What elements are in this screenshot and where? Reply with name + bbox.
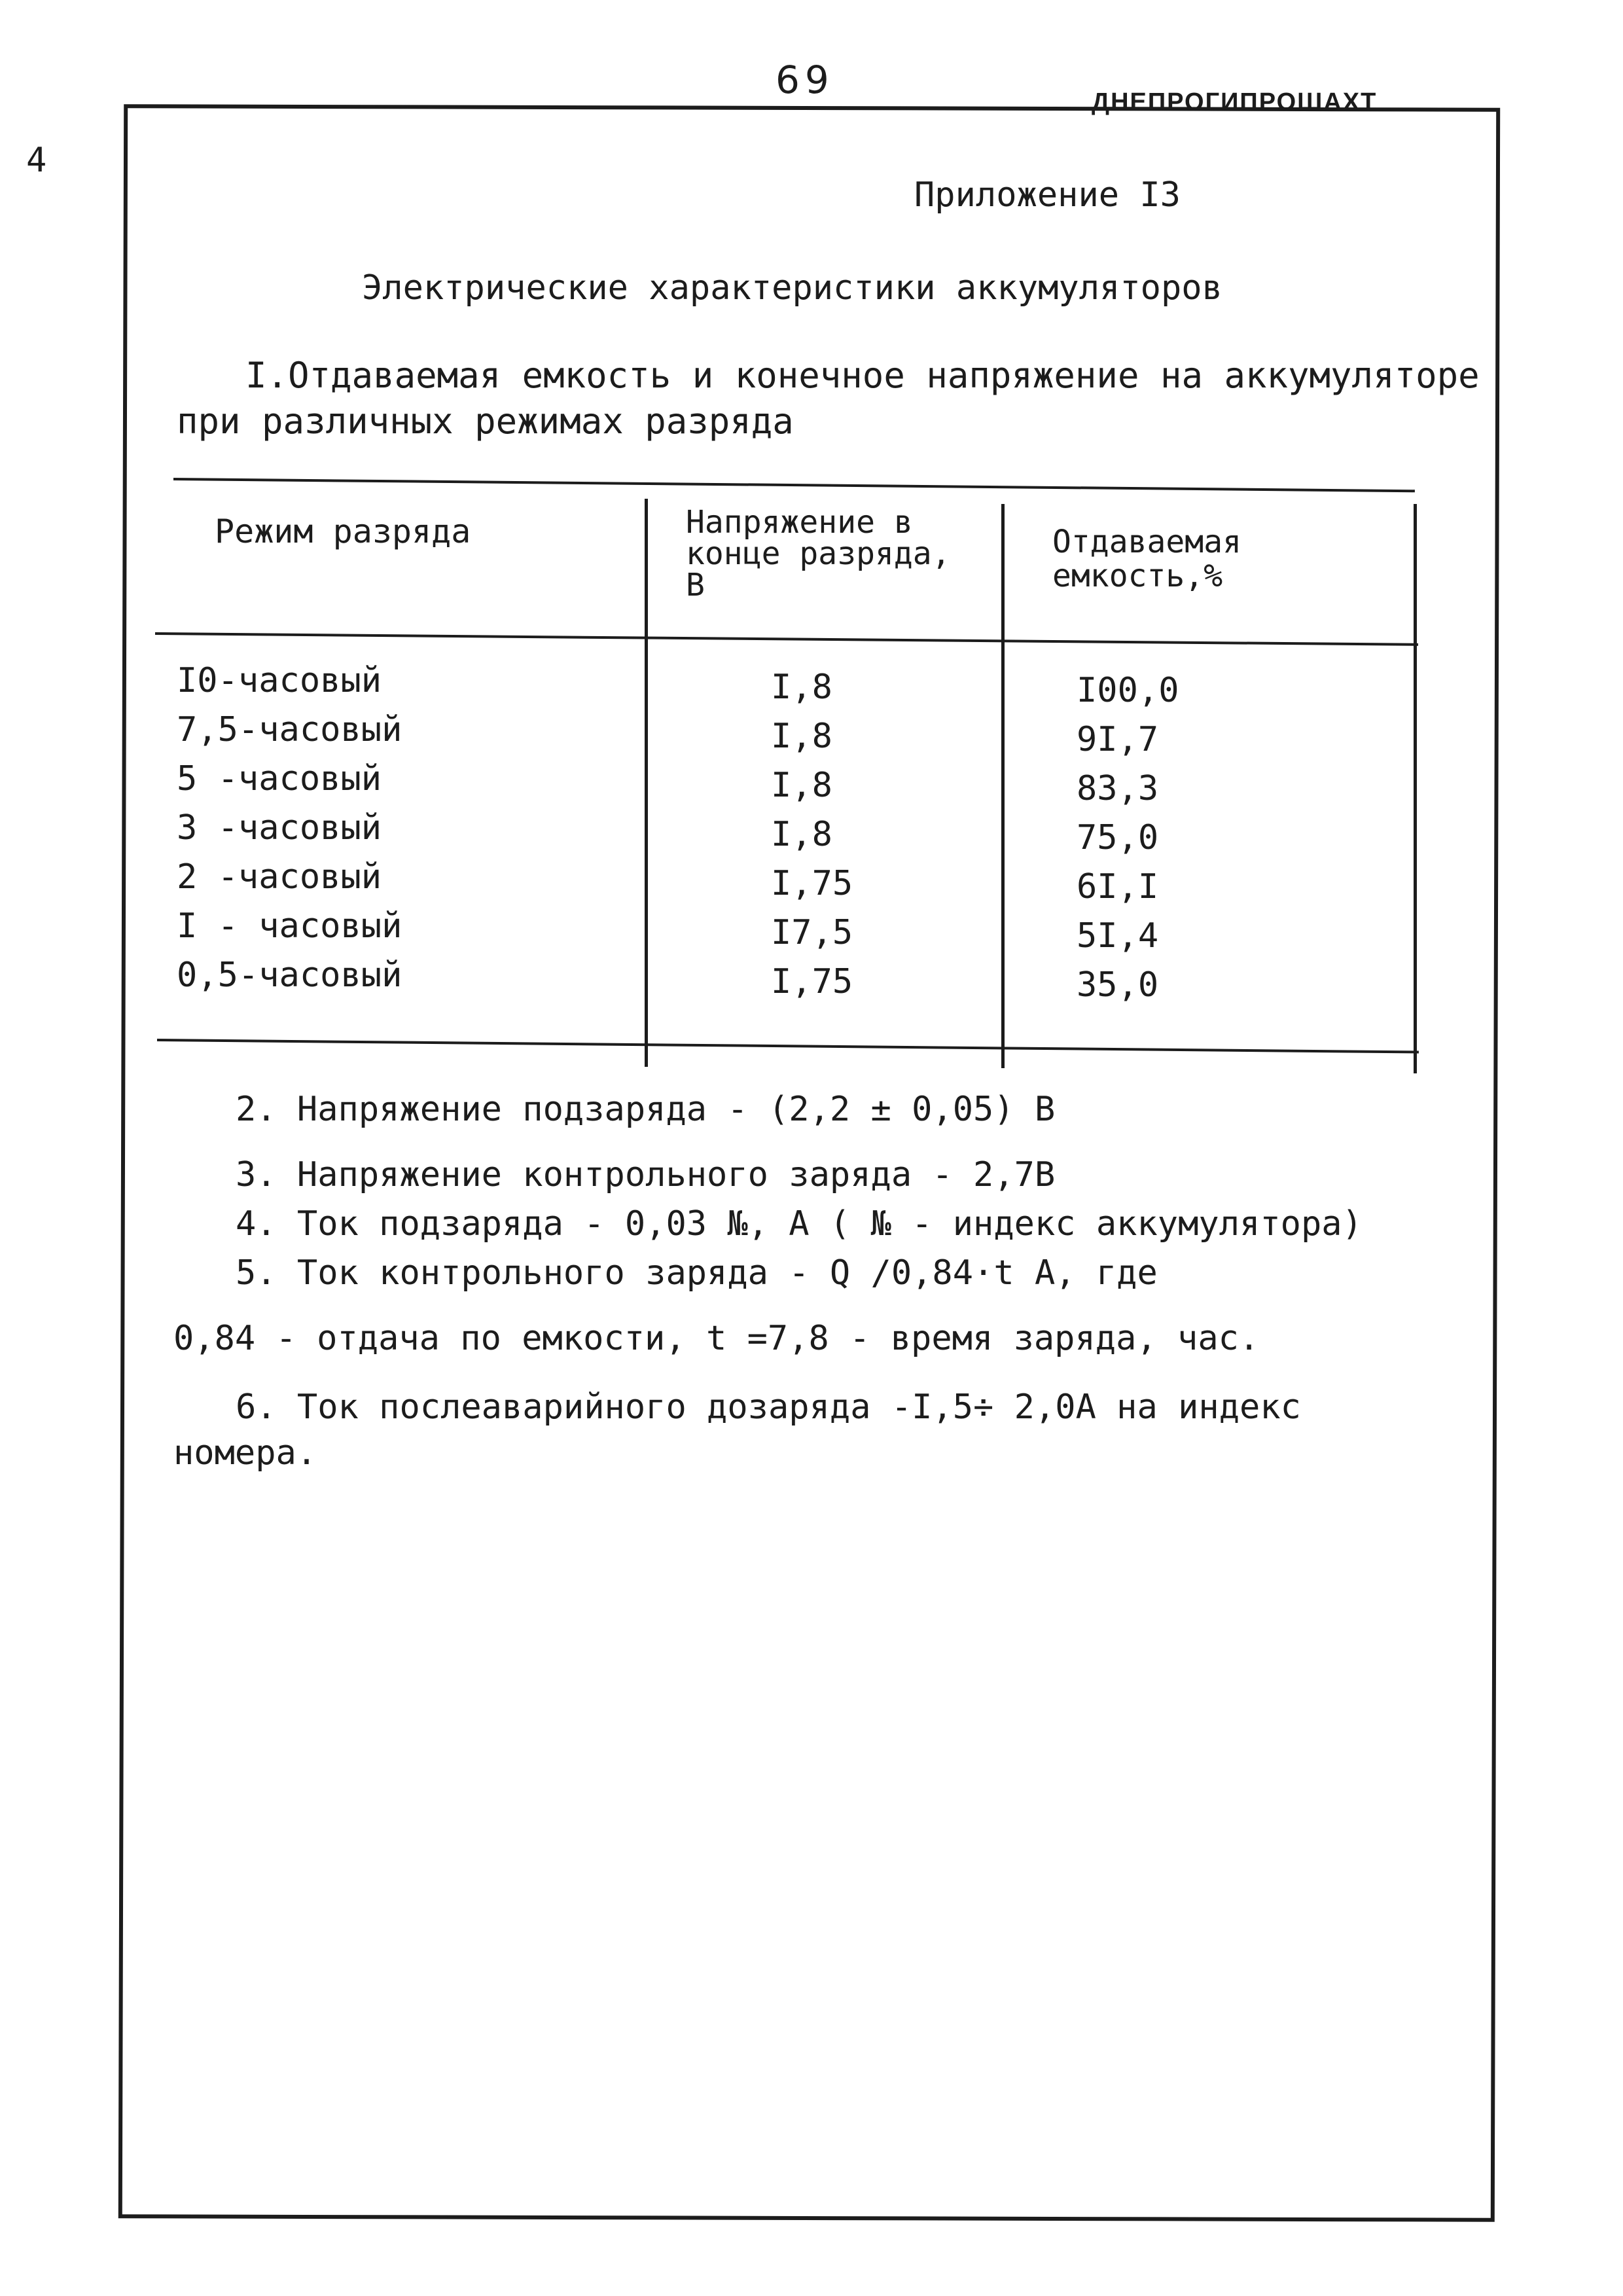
item-6-continued: номера. <box>173 1433 317 1473</box>
organization-stamp: ДНЕПРОГИПРОШАХТ <box>1092 88 1378 116</box>
table-row-mode: I - часовый <box>177 906 402 946</box>
item-5: 5. Ток контрольного заряда - Q /0,84·t А, где <box>236 1253 1158 1293</box>
table-row-voltage: I7,5 <box>771 913 853 952</box>
header-capacity-line2: емкость,% <box>1052 558 1223 594</box>
table-row-voltage: I,75 <box>771 864 853 903</box>
document-title: Электрические характеристики аккумуляторов <box>362 268 1222 308</box>
intro-line-2: при различных режимах разряда <box>177 401 794 442</box>
item-4: 4. Ток подзаряда - 0,03 №, А ( № - индекс аккумулятора) <box>236 1204 1363 1244</box>
table-row-voltage: I,8 <box>771 717 832 756</box>
table-row-capacity: 6I,I <box>1077 867 1159 906</box>
table-row-capacity: 75,0 <box>1077 818 1159 857</box>
header-mode: Режим разряда <box>215 512 471 550</box>
table-row-capacity: 9I,7 <box>1077 720 1159 759</box>
table-row-voltage: I,8 <box>771 815 832 854</box>
item-3: 3. Напряжение контрольного заряда - 2,7В <box>236 1155 1056 1194</box>
header-capacity-line1: Отдаваемая <box>1052 524 1241 560</box>
table-row-mode: 2 -часовый <box>177 857 382 897</box>
header-voltage-line2: конце разряда, <box>686 535 951 572</box>
item-6: 6. Ток послеаварийного дозаряда -I,5÷ 2,0А на индекс <box>236 1388 1301 1427</box>
page-number: 69 <box>776 58 834 102</box>
table-row-voltage: I,8 <box>771 766 832 805</box>
table-divider-2 <box>1001 504 1005 1068</box>
header-voltage-line1: Напряжение в <box>686 504 913 541</box>
table-row-voltage: I,75 <box>771 962 853 1001</box>
table-row-capacity: 83,3 <box>1077 769 1159 808</box>
table-row-mode: 3 -часовый <box>177 808 382 848</box>
side-number: 4 <box>26 141 47 180</box>
table-row-mode: 7,5-часовый <box>177 710 402 749</box>
table-row-voltage: I,8 <box>771 668 832 707</box>
table-right-edge <box>1414 504 1417 1073</box>
table-divider-1 <box>645 499 648 1067</box>
table-row-capacity: I00,0 <box>1077 671 1179 710</box>
header-voltage-line3: В <box>686 567 705 603</box>
appendix-label: Приложение I3 <box>914 175 1181 215</box>
table-row-mode: 5 -часовый <box>177 759 382 798</box>
table-row-capacity: 5I,4 <box>1077 916 1159 956</box>
intro-line-1: I.Отдаваемая емкость и конечное напряжение на аккумуляторе <box>245 355 1480 396</box>
table-row-mode: 0,5-часовый <box>177 956 402 995</box>
table-row-capacity: 35,0 <box>1077 965 1159 1005</box>
table-row-mode: I0-часовый <box>177 661 382 700</box>
item-5-continued: 0,84 - отдача по емкости, t =7,8 - время заряда, час. <box>173 1319 1260 1358</box>
item-2: 2. Напряжение подзаряда - (2,2 ± 0,05) В <box>236 1090 1056 1129</box>
